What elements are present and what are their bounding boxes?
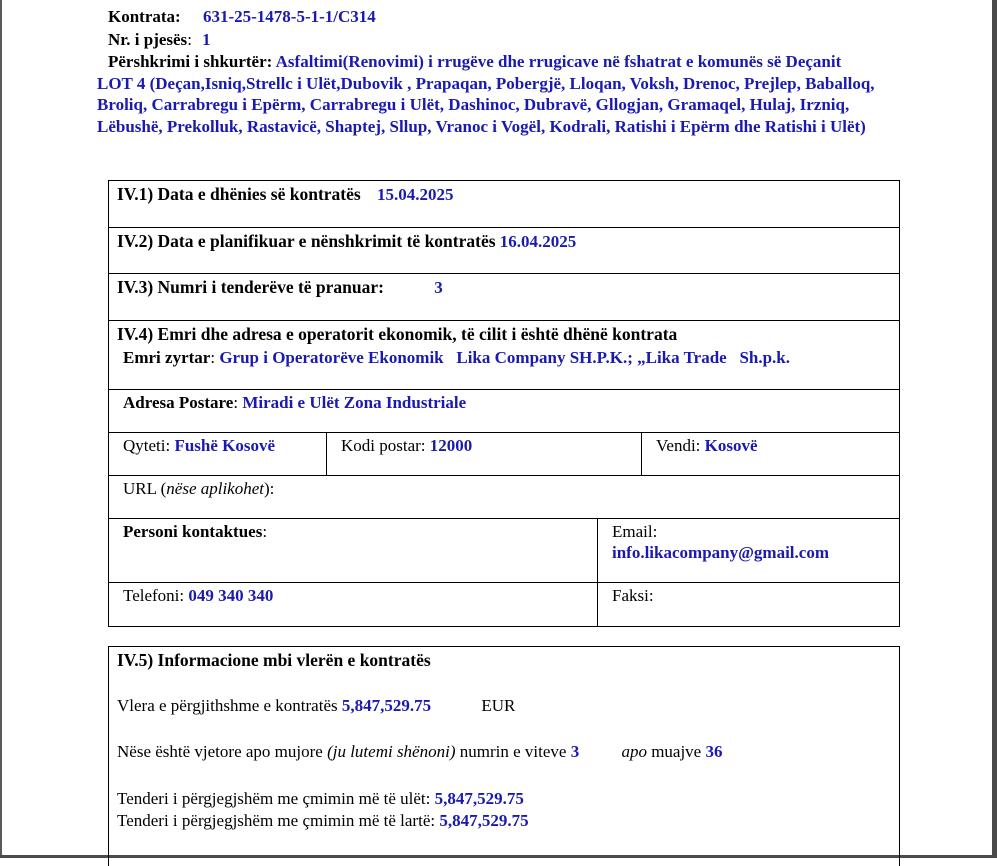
phone-value: 049 340 340 [188, 586, 274, 605]
url-label-end: ): [264, 479, 275, 498]
postal-address-value: Miradi e Ulët Zona Industriale [242, 393, 467, 412]
postal-code-cell [341, 436, 472, 456]
tenders-received-row [117, 277, 443, 298]
phone-label: Telefoni: [123, 586, 185, 605]
part-colon: : [187, 30, 192, 49]
email-label: Email: [612, 522, 658, 541]
total-value-row [117, 696, 515, 716]
highest-tender-value: 5,847,529.75 [439, 811, 529, 830]
url-row [123, 479, 274, 499]
lowest-tender-label: Tenderi i përgjegjshëm me çmimin më të ulët: [117, 789, 431, 808]
divider [326, 432, 327, 475]
url-label: URL ( [123, 479, 167, 498]
part-label: Nr. i pjesës [108, 30, 188, 49]
contract-number: 631-25-1478-5-1-1/C314 [202, 7, 376, 26]
lowest-tender-value: 5,847,529.75 [434, 789, 524, 808]
official-name-row: Emri zyrtar: Grup i Operatorëve Ekonomik Lika Company SH.P.K.; „Lika Trade Sh.p.k. [123, 348, 791, 367]
total-value-amount: 5,847,529.75 [341, 696, 432, 715]
divider [108, 320, 900, 321]
email-value: info.likacompany@gmail.com [612, 543, 829, 562]
contact-person-row: Personi kontaktues: [123, 522, 268, 541]
postal-address-row: Adresa Postare: Miradi e Ulët Zona Industriale [123, 393, 467, 412]
postal-code-label: Kodi postar: [341, 436, 426, 455]
tenders-received-label: IV.3) Numri i tenderëve të pranuar: [117, 277, 384, 297]
divider [108, 227, 900, 228]
city-label: Qyteti: [123, 436, 171, 455]
years-label: numrin e viteve [459, 742, 567, 761]
award-date-value: 15.04.2025 [376, 185, 454, 204]
divider [108, 389, 900, 390]
months-label: muajve [651, 742, 702, 761]
signing-date-label: IV.2) Data e planifikuar e nënshkrimit të kontratës [117, 231, 496, 251]
award-date-row [117, 184, 453, 205]
award-date-label: IV.1) Data e dhënies së kontratës [117, 184, 361, 204]
official-name-label: Emri zyrtar [123, 348, 211, 367]
divider [597, 518, 598, 627]
postal-address-label: Adresa Postare [123, 393, 234, 412]
description-text: Asfaltimi(Renovimi) i rrugëve dhe rrugicave në fshatrat e komunës së Deçanit LOT 4 (Deçan,Isniq,Strellc i Ulët,Dubovik , Prapaqan, Pobergjë, Lloqan, Voksh, Drenoc, Prejlep, Baballoq, Broliq, Carrabregu i Epërm, Carrabregu i Ulët, Dashinoc, Dubravë, Gllogjan, Gramaqel, Hulaj, Irzniq, Lëbushë, Prekolluk, Rastavicë, Shaptej, Sllup, Vranoc i Vogël, Kodrali, Ratishi i Epërm dhe Ratishi i Ulët) [97, 52, 875, 136]
contract-value-title: IV.5) Informacione mbi vlerën e kontratës [117, 650, 431, 670]
signing-date-value: 16.04.2025 [499, 232, 577, 251]
page-border-left [0, 0, 2, 858]
page-border-right [992, 0, 997, 858]
or-label: apo [621, 742, 647, 761]
highest-tender-label: Tenderi i përgjegjshëm me çmimin më të lartë: [117, 811, 436, 830]
country-value: Kosovë [704, 436, 758, 455]
total-value-label: Vlera e përgjithshme e kontratës [117, 696, 338, 715]
postal-code-value: 12000 [429, 436, 473, 455]
official-name-value: Grup i Operatorëve Ekonomik Lika Company SH.P.K.; „Lika Trade Sh.p.k. [219, 348, 791, 367]
duration-row [117, 742, 722, 762]
description-label: Përshkrimi i shkurtër: [108, 52, 273, 71]
lowest-tender-row [117, 789, 524, 809]
fax-label: Faksi: [612, 586, 654, 605]
divider [641, 432, 642, 475]
divider [108, 518, 900, 519]
highest-tender-row [117, 811, 529, 831]
short-description [97, 51, 877, 137]
tenders-received-value: 3 [434, 278, 443, 297]
contract-line [108, 7, 376, 27]
part-number: 1 [202, 30, 211, 49]
duration-note: (ju lutemi shënoni) [327, 742, 456, 761]
phone-row [123, 586, 273, 606]
divider [108, 432, 900, 433]
country-label: Vendi: [656, 436, 701, 455]
contract-label: Kontrata: [108, 7, 181, 26]
divider [108, 582, 900, 583]
months-value: 36 [705, 742, 723, 761]
url-note: nëse aplikohet [166, 479, 264, 498]
currency: EUR [481, 696, 516, 715]
part-line [108, 30, 211, 50]
city-value: Fushë Kosovë [174, 436, 276, 455]
city-cell [123, 436, 275, 456]
operator-section-title: IV.4) Emri dhe adresa e operatorit ekonomik, të cilit i është dhënë kontrata [117, 324, 678, 344]
years-value: 3 [570, 742, 580, 761]
divider [108, 475, 900, 476]
duration-label: Nëse është vjetore apo mujore [117, 742, 323, 761]
country-cell [656, 436, 758, 456]
divider [108, 273, 900, 274]
signing-date-row [117, 231, 576, 252]
contact-person-label: Personi kontaktues [123, 522, 263, 541]
